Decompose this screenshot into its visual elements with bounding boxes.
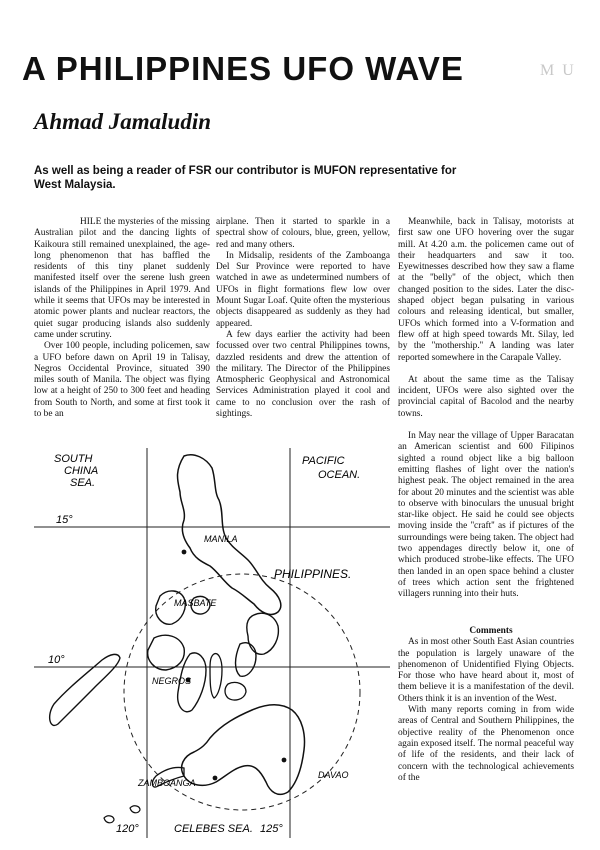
- sulu-island: [130, 806, 140, 813]
- zamboanga-dot: [213, 776, 218, 781]
- label-celebes-sea: CELEBES SEA.: [174, 823, 253, 835]
- label-lon-125: 125°: [260, 823, 283, 835]
- label-manila: MANILA: [204, 534, 238, 544]
- bohol-island: [225, 682, 246, 700]
- manila-dot: [182, 550, 187, 555]
- label-lat-10: 10°: [48, 654, 65, 666]
- column-3: [398, 217, 574, 601]
- label-china: CHINA: [64, 465, 99, 477]
- label-south: SOUTH: [54, 453, 93, 465]
- label-davao: DAVAO: [318, 770, 349, 780]
- column-1: [34, 217, 210, 420]
- cebu-island: [210, 654, 222, 698]
- paragraph: With many reports coming in from wide areas of Central and Southern Philippines, the objective reality of the Phenomenon once again exposed itself. The normal peaceful way of life of the residents, and their lack of concern with the technological achievements of the: [398, 705, 574, 783]
- label-masbate: MASBATE: [174, 598, 217, 608]
- label-lat-15: 15°: [56, 514, 73, 526]
- column-4: [398, 626, 574, 784]
- leyte-island: [236, 643, 257, 677]
- author-name: Ahmad Jamaludin: [34, 109, 212, 134]
- label-pacific: PACIFIC: [302, 455, 345, 467]
- panay-island: [148, 635, 185, 670]
- comments-heading: Comments: [469, 626, 513, 636]
- sulu-island: [104, 816, 114, 823]
- paragraph: HILE the mysteries of the missing Australian pilot and the dancing lights of Kaikoura still remained unexplained, the age-long phenomenon that has baffled the residents of this tiny planet suddenly manifested itself over the serene lush green islands of the Philippines in April 1979. And while it seems that UFOs may be interested in atomic power plants and nuclear reactors, the quiet sugar producing islands also suddenly came under scrutiny.: [34, 217, 210, 340]
- label-sea: SEA.: [70, 477, 96, 489]
- paragraph: In Midsalip, residents of the Zamboanga Del Sur Province were reported to have watched in awe as undetermined numbers of UFOs in flight formations flew low over Mount Sugar Loaf. Quite often the mysterious objects disappeared as suddenly as they had appeared.: [216, 250, 390, 329]
- label-zamboanga: ZAMBOANGA: [138, 778, 196, 788]
- davao-dot: [282, 758, 287, 763]
- paragraph: As in most other South East Asian countries the population is largely unaware of the phenomenon of Unidentified Flying Objects. For those who have heard about it, most of them believe it is a manifestation of the devil. Others think it is an invention of the West.: [398, 637, 574, 704]
- bleed-through-text: M U: [540, 62, 576, 79]
- paragraph: Over 100 people, including policemen, saw a UFO before dawn on April 19 in Talisay, Negros Occidental Province, situated 390 miles south of Manila. The object was flying low at a height of 250 to 300 feet and heading from South to North, and some at first took it to be an: [34, 341, 210, 420]
- label-philippines: PHILIPPINES.: [274, 567, 352, 581]
- label-ocean: OCEAN.: [318, 469, 361, 481]
- paragraph: Meanwhile, back in Talisay, motorists at first saw one UFO hovering over the sugar mill. At 4.20 a.m. the policemen came out of their headquarters and saw it too. Eyewitnesses described how they saw a flame at the ''belly'' of the object, which then changed position to the sides. Later the disc-shaped object began pulsating in various colours and releasing identical, but smaller, UFOs which formed into a V-formation and flew off at high speed towards Mt. Silay, led by the ''mothership.'' A landing was later reported somewhere in the Carapale Valley.: [398, 217, 574, 363]
- label-lon-120: 120°: [116, 823, 139, 835]
- paragraph: At about the same time as the Talisay incident, UFOs were also sighted over the provincial capital of Bacolod and the nearby towns.: [398, 374, 574, 419]
- article-title: A PHILIPPINES UFO WAVE: [22, 50, 464, 87]
- mindanao-island: [182, 705, 305, 795]
- samar-island: [247, 613, 279, 654]
- label-negros: NEGROS: [152, 676, 192, 686]
- column-2: [216, 217, 390, 420]
- paragraph: airplane. Then it started to sparkle in a spectral show of colours, blue, green, yellow, red and many others.: [216, 217, 390, 250]
- intro-standfirst: As well as being a reader of FSR our contributor is MUFON representative for West Malaysia.: [34, 165, 457, 191]
- philippines-map: [34, 448, 390, 840]
- paragraph: A few days earlier the activity had been focussed over two central Philippines towns, dazzled residents and drew the attention of the military. The Director of the Philippines Atmospheric Geophysical and Astronomical Services Administration played it cool and came to no conclusion over the rash of sightings.: [216, 329, 390, 420]
- paragraph: In May near the village of Upper Baracatan an American scientist and 600 Filipinos sighted a round object like a big balloon emitting flashes of light over the nation's highest peak. The object remained in the area for about 20 minutes and the scientist was able to observe with binoculars the unusual bright star-like object. He said he could see objects moving inside the ''craft'' as if pictures of the surroundings were being taken. The object had two appendages directly below it, one of which produced strobe-like effects. The UFO then landed in an open space behind a cluster of trees which action sent the frightened villagers running into their huts.: [398, 431, 574, 600]
